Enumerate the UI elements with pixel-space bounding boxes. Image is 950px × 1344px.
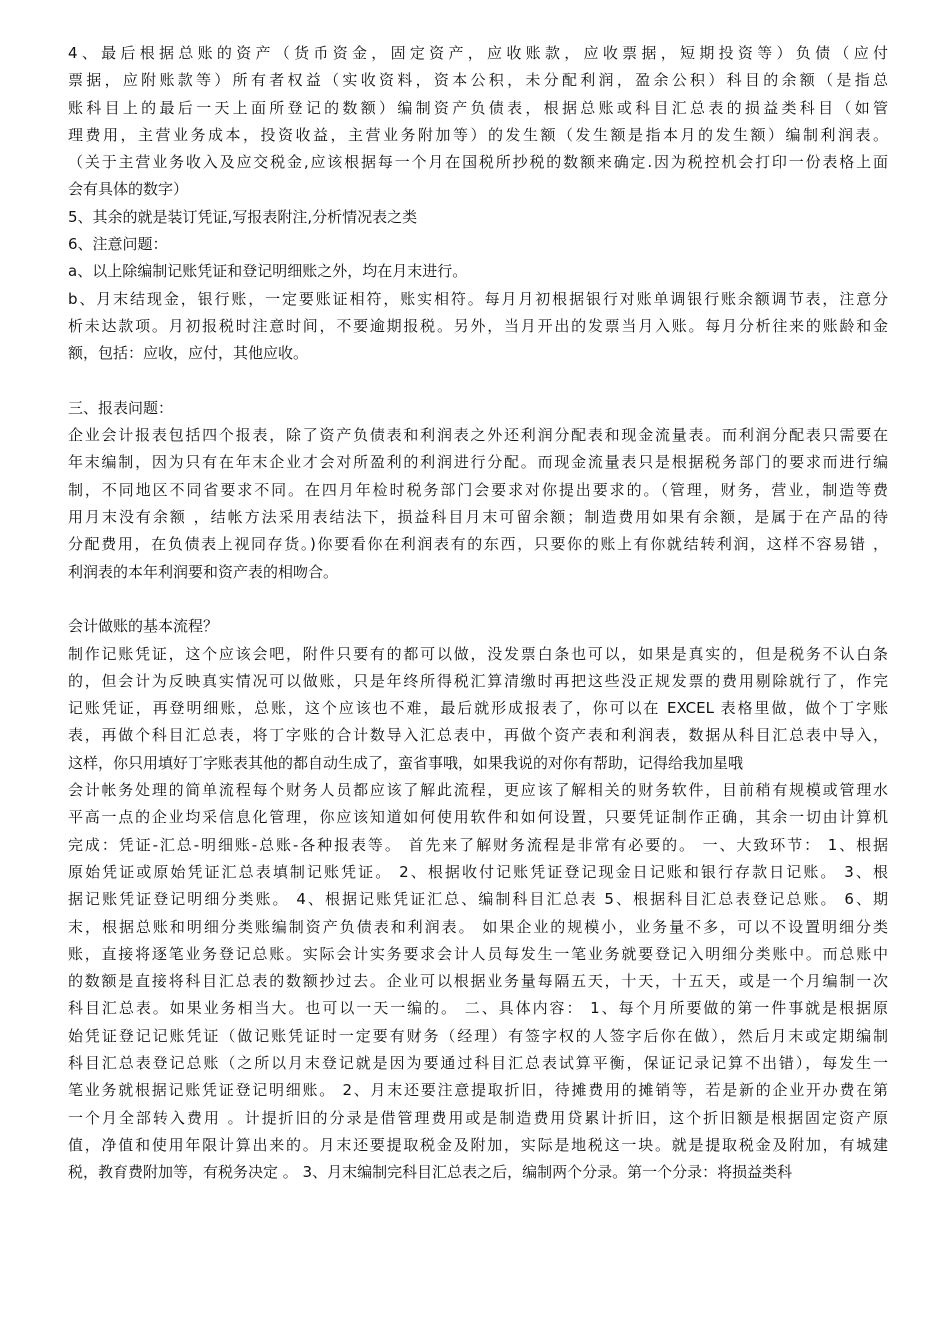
text-line: a、以上除编制记账凭证和登记明细账之外，均在月末进行。	[68, 262, 468, 281]
text-line: 票据，应附账款等）所有者权益（实收资料，资本公积，未分配利润，盈余公积）科目的余额（是指总	[68, 71, 888, 90]
text-line: 的数额是直接将科目汇总表的数额抄过去。企业可以根据业务量每隔五天，十天，十五天，或是一个月编制一次	[68, 972, 888, 991]
text-line: 三、报表问题：	[68, 398, 174, 417]
text-line: 额，包括：应收，应付，其他应收。	[68, 344, 309, 363]
text-line: 制，不同地区不同省要求不同。在四月年检时税务部门会要求对你提出要求的。（管理，财务，营业，制造等费	[68, 480, 888, 499]
text-line: 值，净值和使用年限计算出来的。月末还要提取税金及附加，实际是地税这一块。就是提取税金及附加，有城建	[68, 1135, 888, 1154]
text-line: 5、其余的就是装订凭证,写报表附注,分析情况表之类	[68, 207, 418, 226]
text-line: 科目汇总表。如果业务相当大。也可以一天一编的。 二、具体内容： 1、每个月所要做的第一件事就是根据原	[68, 999, 888, 1018]
question-heading	[68, 613, 888, 640]
item-6-heading	[68, 231, 888, 258]
text-line: 用月末没有余额 ，结帐方法采用表结法下，损益科目月末可留余额；制造费用如果有余额，是属于在产品的待	[68, 508, 888, 527]
text-line: 表，再做个科目汇总表，将丁字账的合计数导入汇总表中，再做个资产表和利润表，数据从科目汇总表中导入，	[68, 726, 888, 745]
text-line: 年末编制，因为只有在年末企业才会对所盈利的利润进行分配。而现金流量表只是根据税务部门的要求而进行编	[68, 453, 888, 472]
text-line: 分配费用，在负债表上视同存货。)你要看你在利润表有的东西，只要你的账上有你就结转利润，这样不容易错 ，	[68, 535, 888, 554]
text-line: 利润表的本年利润要和资产表的相吻合。	[68, 562, 339, 581]
text-line: 会计做账的基本流程？	[68, 617, 219, 636]
text-line: 6、注意问题：	[68, 235, 168, 254]
text-line: （关于主营业务收入及应交税金,应该根据每一个月在国税所抄税的数额来确定.因为税控机会打印一份表格上面	[68, 153, 888, 172]
item-b-paragraph	[68, 286, 888, 368]
text-line: 制作记账凭证，这个应该会吧，附件只要有的都可以做，没发票白条也可以，如果是真实的，但是税务不认白条	[68, 644, 888, 663]
text-line: 企业会计报表包括四个报表，除了资产负债表和利润表之外还利润分配表和现金流量表。而利润分配表只需要在	[68, 426, 888, 445]
paragraph-gap	[68, 368, 888, 395]
section-3-heading	[68, 395, 888, 422]
answer-paragraph-1	[68, 641, 888, 777]
document-page	[68, 40, 888, 1186]
text-line: 税，教育费附加等，有税务决定 。 3、月末编制完科目汇总表之后，编制两个分录。第一个分录：将损益类科	[68, 1163, 793, 1182]
text-line: 4、最后根据总账的资产（货币资金，固定资产，应收账款，应收票据，短期投资等）负债（应付	[68, 44, 888, 62]
text-line: 科目汇总表登记总账（之所以月末登记就是因为要通过科目汇总表试算平衡，保证记录记算不出错），每发生一	[68, 1053, 888, 1072]
text-line: 这样，你只用填好丁字账表其他的都自动生成了，蛮省事哦，如果我说的对你有帮助，记得给我加星哦	[68, 753, 744, 772]
text-line: 平高一点的企业均采信息化管理，你应该知道如何使用软件和如何设置，只要凭证制作正确，其余一切由计算机	[68, 808, 888, 827]
item-a-paragraph	[68, 258, 888, 285]
paragraph-gap	[68, 586, 888, 613]
text-line: 据记账凭证登记明细分类账。 4、根据记账凭证汇总、编制科目汇总表 5、根据科目汇总表登记总账。 6、期	[68, 890, 888, 909]
answer-paragraph-2	[68, 777, 888, 1186]
text-line: 账，直接将逐笔业务登记总账。实际会计实务要求会计人员每发生一笔业务就要登记入明细分类账中。而总账中	[68, 944, 888, 963]
section-3-paragraph	[68, 422, 888, 586]
text-line: 始凭证登记记账凭证（做记账凭证时一定要有财务（经理）有签字权的人签字后你在做），然后月末或定期编制	[68, 1026, 888, 1045]
text-line: 会计帐务处理的简单流程每个财务人员都应该了解此流程，更应该了解相关的财务软件，目前稍有规模或管理水	[68, 781, 888, 800]
text-line: 析未达款项。月初报税时注意时间，不要逾期报税。另外，当月开出的发票当月入账。每月分析往来的账龄和金	[68, 316, 888, 335]
text-line: 完成：凭证-汇总-明细账-总账-各种报表等。 首先来了解财务流程是非常有必要的。 一、大致环节： 1、根据	[68, 835, 888, 854]
text-line: 的，但会计为反映真实情况可以做账，只是年终所得税汇算清缴时再把这些没正规发票的费用剔除就行了，作完	[68, 671, 888, 690]
item-4-paragraph	[68, 40, 888, 204]
text-line: 理费用，主营业务成本，投资收益，主营业务附加等）的发生额（发生额是指本月的发生额）编制利润表。	[68, 125, 888, 144]
text-line: 末，根据总账和明细分类账编制资产负债表和利润表。 如果企业的规模小，业务量不多，可以不设置明细分类	[68, 917, 888, 936]
text-line: 账科目上的最后一天上面所登记的数额）编制资产负债表，根据总账或科目汇总表的损益类科目（如管	[68, 98, 888, 117]
text-line: 笔业务就根据记账凭证登记明细账。 2、月末还要注意提取折旧，待摊费用的摊销等，若是新的企业开办费在第	[68, 1081, 888, 1100]
item-5-paragraph	[68, 204, 888, 231]
text-line: 一个月全部转入费用 。计提折旧的分录是借管理费用或是制造费用贷累计折旧，这个折旧额是根据固定资产原	[68, 1108, 888, 1127]
text-line: 会有具体的数字）	[68, 180, 189, 199]
text-line: 原始凭证或原始凭证汇总表填制记账凭证。 2、根据收付记账凭证登记现金日记账和银行存款日记账。 3、根	[68, 862, 888, 881]
text-line: 记账凭证，再登明细账，总账，这个应该也不难，最后就形成报表了，你可以在 EXCEL 表格里做，做个丁字账	[68, 699, 888, 718]
text-line: b、月末结现金，银行账，一定要账证相符，账实相符。每月月初根据银行对账单调银行账余额调节表，注意分	[68, 289, 888, 308]
